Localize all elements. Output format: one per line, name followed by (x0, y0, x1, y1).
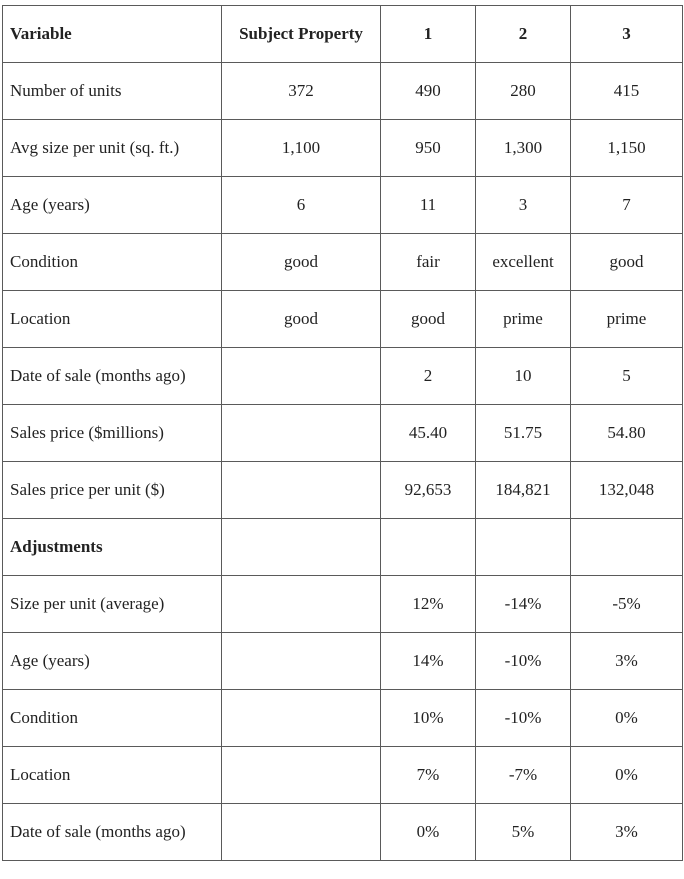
table-cell: 372 (222, 63, 381, 120)
table-cell: Condition (3, 234, 222, 291)
table-row-date-of-sale (3, 348, 683, 405)
table-cell: 1,100 (222, 120, 381, 177)
table-cell: -7% (476, 747, 571, 804)
table-cell (222, 348, 381, 405)
table-cell: Condition (3, 690, 222, 747)
header-variable: Variable (3, 6, 222, 63)
table-cell: 10% (381, 690, 476, 747)
table-cell: good (222, 291, 381, 348)
table-cell: 3% (571, 804, 683, 861)
table-cell: -14% (476, 576, 571, 633)
table-cell (476, 519, 571, 576)
table-cell (222, 633, 381, 690)
table-cell: Date of sale (months ago) (3, 348, 222, 405)
header-comp-1: 1 (381, 6, 476, 63)
table-cell: 92,653 (381, 462, 476, 519)
table-cell: 10 (476, 348, 571, 405)
table-cell: 2 (381, 348, 476, 405)
table-cell: 0% (571, 690, 683, 747)
table-row-number-of-units (3, 63, 683, 120)
table-cell: good (571, 234, 683, 291)
table-cell (571, 519, 683, 576)
table-cell (222, 462, 381, 519)
table-row-sales-price-per-unit (3, 462, 683, 519)
table-cell: Date of sale (months ago) (3, 804, 222, 861)
table-cell: 51.75 (476, 405, 571, 462)
table-cell: Location (3, 747, 222, 804)
table-cell (222, 576, 381, 633)
table-row-condition (3, 234, 683, 291)
table-cell: 7 (571, 177, 683, 234)
table-cell (222, 519, 381, 576)
table-cell: 14% (381, 633, 476, 690)
table-row-adjustments-heading (3, 519, 683, 576)
table-cell: Number of units (3, 63, 222, 120)
table-cell: 7% (381, 747, 476, 804)
table-cell: Age (years) (3, 177, 222, 234)
table-cell: good (381, 291, 476, 348)
table-cell: Sales price per unit ($) (3, 462, 222, 519)
table-cell: -10% (476, 633, 571, 690)
table-cell: prime (571, 291, 683, 348)
table-cell: 132,048 (571, 462, 683, 519)
table-cell: -10% (476, 690, 571, 747)
table-cell: 0% (381, 804, 476, 861)
table-row-adj-age (3, 633, 683, 690)
table-row-sales-price (3, 405, 683, 462)
table-row-adj-condition (3, 690, 683, 747)
table-cell: Age (years) (3, 633, 222, 690)
table-cell (222, 747, 381, 804)
table-cell: 415 (571, 63, 683, 120)
table-cell: prime (476, 291, 571, 348)
comparables-table (2, 5, 683, 861)
table-cell: 3% (571, 633, 683, 690)
table-cell: 5 (571, 348, 683, 405)
table-cell: Sales price ($millions) (3, 405, 222, 462)
table-cell: 5% (476, 804, 571, 861)
table-cell: fair (381, 234, 476, 291)
table-cell: 0% (571, 747, 683, 804)
table-row-location (3, 291, 683, 348)
table-cell: 54.80 (571, 405, 683, 462)
header-row (3, 6, 683, 63)
table-cell: 1,150 (571, 120, 683, 177)
header-comp-3: 3 (571, 6, 683, 63)
table-cell: -5% (571, 576, 683, 633)
table-row-adj-location (3, 747, 683, 804)
table-row-adj-date-of-sale (3, 804, 683, 861)
section-heading: Adjustments (3, 519, 222, 576)
table-cell: 1,300 (476, 120, 571, 177)
table-cell: excellent (476, 234, 571, 291)
table-cell: 950 (381, 120, 476, 177)
table-cell (381, 519, 476, 576)
table-cell: 12% (381, 576, 476, 633)
table-cell: 6 (222, 177, 381, 234)
table-cell: 3 (476, 177, 571, 234)
table-cell: good (222, 234, 381, 291)
header-subject-property: Subject Property (222, 6, 381, 63)
table-cell: Size per unit (average) (3, 576, 222, 633)
table-cell: 184,821 (476, 462, 571, 519)
table-cell: Location (3, 291, 222, 348)
table-row-age (3, 177, 683, 234)
table-row-adj-size (3, 576, 683, 633)
table-cell: 11 (381, 177, 476, 234)
table-cell (222, 690, 381, 747)
table-cell (222, 405, 381, 462)
header-comp-2: 2 (476, 6, 571, 63)
table-cell (222, 804, 381, 861)
table-cell: Avg size per unit (sq. ft.) (3, 120, 222, 177)
table-cell: 45.40 (381, 405, 476, 462)
table-cell: 490 (381, 63, 476, 120)
table-row-avg-size (3, 120, 683, 177)
table-cell: 280 (476, 63, 571, 120)
